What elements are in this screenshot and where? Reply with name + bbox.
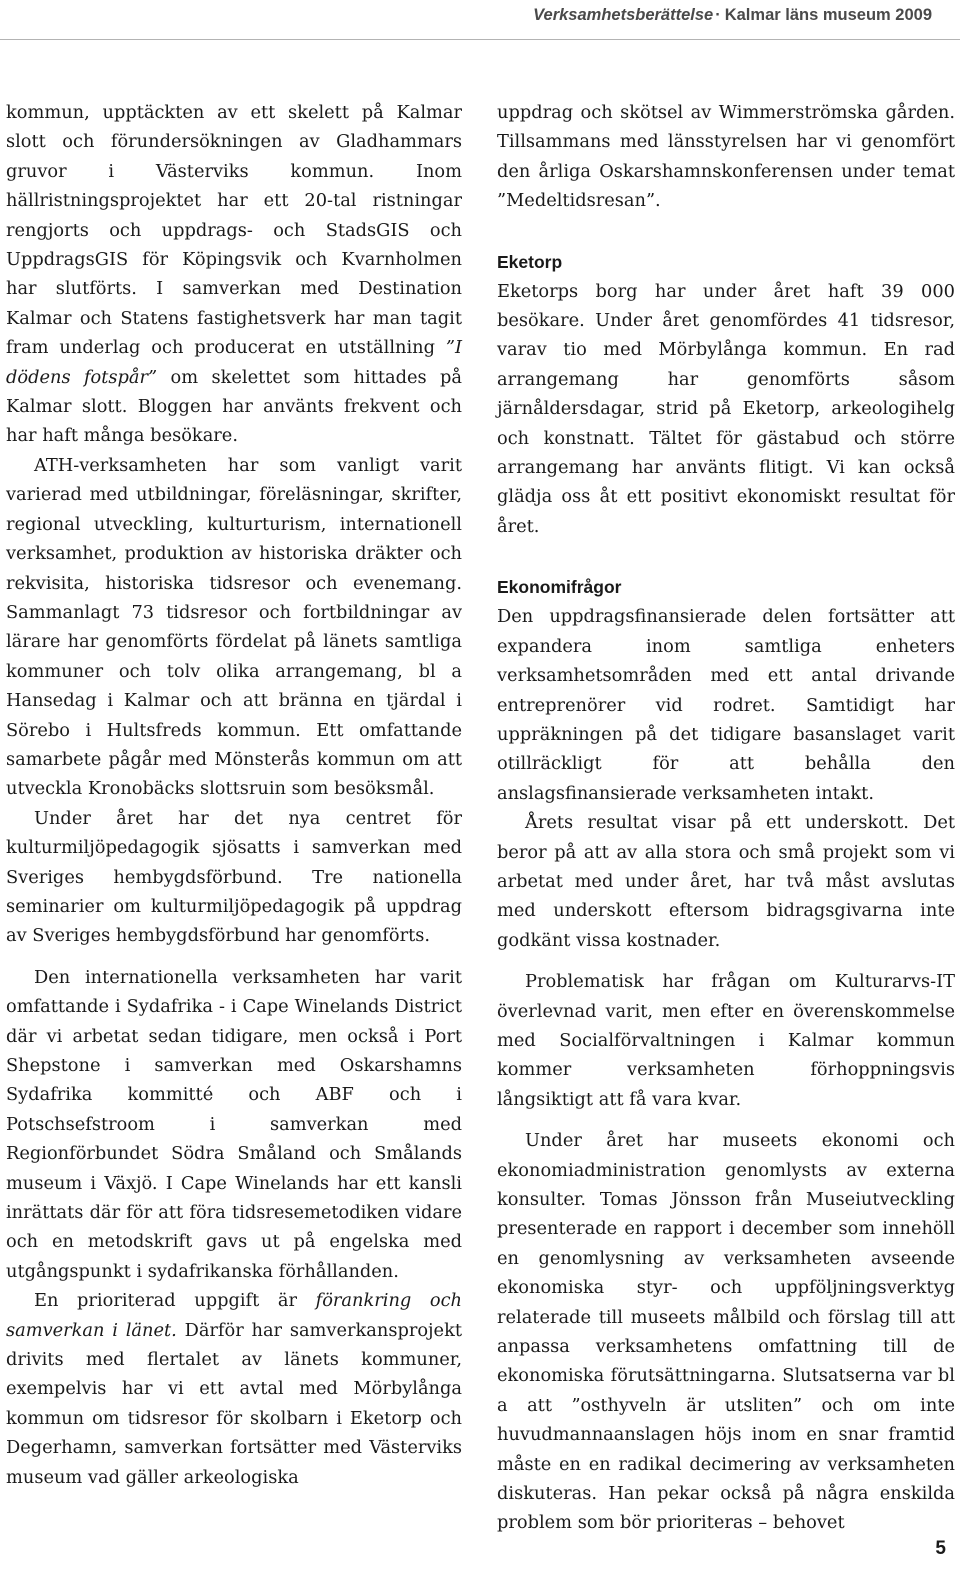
paragraph-prioriterad-start: En prioriterad uppgift är: [34, 1290, 298, 1312]
right-column: [497, 98, 955, 1538]
running-header: [533, 6, 932, 25]
paragraph-ath: ATH-verksamheten har som vanligt varit varierad med utbildningar, föreläsningar, skrifter, regional utveckling, kulturturism, internationell verksamhet, produktion av historiska dräkter och rekvisita, historiska tidsresor och evenemang. Sammanlagt 73 tidsresor och fortbildningar av lärare har genomförts fördelat på länets samtliga kommuner och tolv olika arrangemang, bl a Hansedag i Kalmar och att bränna en tjärdal i Sörebo i Hultsfreds kommun. Ett omfattande samarbete pågår med Mönsterås kommun om att utveckla Kronobäcks slottsruin som besöksmål.: [6, 454, 462, 800]
paragraph-skelett-text: kommun, upptäckten av ett skelett på Kalmar slott och förundersökningen av Gladhammars gruvor i Västerviks kommun. Inom hällristningsprojektet har ett 20-tal ristningar rengjorts och uppdrags- och StadsGIS och UppdragsGIS för Köpingsvik och Kvarnholmen har slutförts. I samverkan med Destination Kalmar och Statens fastighetsverk har man tagit fram underlag och producerat en utställning: [6, 102, 462, 359]
paragraph-eketorp: Eketorps borg har under året haft 39 000 besökare. Under året genomfördes 41 tidsresor, varav tio med Mörbylånga kommun. En rad arrangemang har genomförts såsom järnåldersdagar, strid på Eketorp, arkeologihelg och konstnatt. Tältet för gästabud och större arrangemang har använts flitigt. Vi kan också glädja oss åt ett positivt ekonomiskt resultat för året.: [497, 280, 955, 537]
organization-year: Kalmar läns museum 2009: [724, 6, 932, 24]
paragraph-internationell: Den internationella verksamheten har varit omfattande i Sydafrika - i Cape Winelands District där vi arbetat sedan tidigare, men också i Port Shepstone i samverkan med Oskarshamns Sydafrika kommitté och ABF och i Potschsefstroom i samverkan med Regionförbundet Södra Småland och Smålands museum i Växjö. I Cape Winelands har ett kansli inrättats där för att föra tidsresemetodiken vidare och en metodskrift gavs ut på engelska med utgångspunkt i sydafrikanska förhållanden.: [6, 966, 462, 1282]
left-column: [6, 98, 462, 1492]
paragraph-skelett-end: om skelettet som hittades på Kalmar slott. Bloggen har använts frekvent och har haft många besökare.: [6, 366, 462, 447]
heading-eketorp: Eketorp: [497, 251, 563, 272]
publication-title: Verksamhetsberättelse: [533, 6, 714, 24]
paragraph-kulturmiljopedagogik: Under året har det nya centret för kulturmiljöpedagogik sjösatts i samverkan med Sveriges hembygdsförbund. Tre nationella seminarier om kulturmiljöpedagogik på uppdrag av Sveriges hembygdsförbund har genomförts.: [6, 807, 462, 947]
header-divider: [0, 39, 960, 40]
paragraph-prioriterad-end: Därför har samverkansprojekt drivits med flertalet av länets kommuner, exempelvis har vi ett avtal med Mörbylånga kommun om tidsresor för skolbarn i Eketorp och Degerhamn, samverkan fortsätter med Västerviks museum vad gäller arkeologiska: [6, 1319, 462, 1488]
paragraph-prioriterad: [6, 1286, 462, 1492]
paragraph-wimmerstromska: uppdrag och skötsel av Wimmerströmska gården. Tillsammans med länsstyrelsen har vi genomfört den årliga Oskarshamnskonferensen under temat ”Medeltidsresan”.: [497, 102, 955, 212]
paragraph-uppdragsfinansierade: Den uppdragsfinansierade delen fortsätter att expandera inom samtliga enheters verksamhetsområden med ett antal drivande entreprenörer vid rodret. Samtidigt har uppräkningen på det tidigare basanslaget varit otillräckligt för att behålla den anslagsfinansierade verksamheten intakt.: [497, 606, 955, 804]
paragraph-genomlysning: Under året har museets ekonomi och ekonomiadministration genomlysts av externa konsulter. Tomas Jönsson från Museiutveckling presenterade en rapport i december som innehöll en genomlysning av verksamheten avseende ekonomiska styr- och uppföljningsverktyg relaterade till museets målbild och förslag till att anpassa verksamhetens omfattning till de ekonomiska förutsättningarna. Slutsatserna var bl a att ”osthyveln är utsliten” och om inte huvudmannaanslagen höjs inom en snar framtid måste en en radikal decimering av verksamheten diskuteras. Han pekar också på några enskilda problem som bör prioriteras – behovet: [497, 1130, 955, 1534]
heading-ekonomifragor: Ekonomifrågor: [497, 577, 622, 598]
paragraph-skelett: [6, 98, 462, 451]
paragraph-arets-resultat: Årets resultat visar på ett underskott. Det beror på att av alla stora och små projekt som vi arbetat med under året, har två måst avslutas med underskott eftersom bidragsgivarna inte godkänt vissa kostnader.: [497, 812, 955, 951]
prioriterad-emphasis: förankring och samverkan i länet.: [6, 1290, 463, 1341]
header-separator: ·: [715, 6, 721, 24]
exhibition-title: ”I dödens fotspår”: [6, 337, 463, 388]
page-number: 5: [935, 1538, 946, 1559]
paragraph-kulturarvs-it: Problematisk har frågan om Kulturarvs-IT överlevnad varit, men efter en överenskommelse med Socialförvaltningen i Kalmar kommun kommer verksamheten förhoppningsvis långsiktigt att få vara kvar.: [497, 971, 955, 1110]
